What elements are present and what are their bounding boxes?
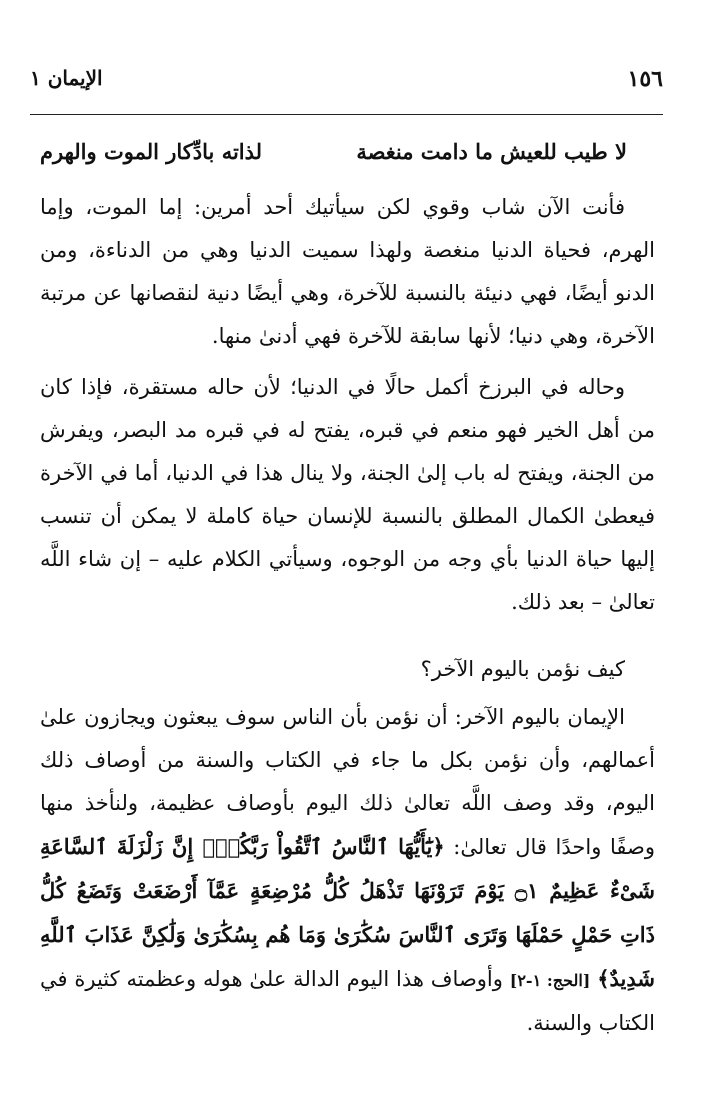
running-title: الإيمان ١: [30, 66, 103, 90]
paragraph-1-text: فأنت الآن شاب وقوي لكن سيأتيك أحد أمرين: إما الموت، وإما الهرم، فحياة الدنيا منغصة ولهذا سميت الدنيا وهي من الدناءة، ومن الدنو أيضًا، فهي دنيئة بالنسبة للآخرة، وهي أيضًا دنية لنقصانها عن مرتبة الآخرة، وهي دنيا؛ لأنها سابقة للآخرة فهي أدنىٰ منها.: [40, 195, 655, 348]
paragraph-3-intro: الإيمان باليوم الآخر: أن نؤمن بأن الناس سوف يبعثون ويجازون علىٰ أعمالهم، وأن نؤمن بكل ما جاء في الكتاب والسنة من أوصاف ذلك اليوم، وقد وصف اللَّه تعالىٰ ذلك اليوم بأوصاف عظيمة، ولنأخذ منها وصفًا واحدًا قال تعالىٰ:: [40, 705, 655, 859]
poetry-verse: [40, 134, 627, 170]
paragraph-3: [40, 696, 655, 1045]
section-heading-text: كيف نؤمن باليوم الآخر؟: [420, 657, 625, 681]
page-header: [30, 66, 663, 96]
verse-second-hemistich: لذاته بادِّكار الموت والهرم: [40, 139, 263, 164]
page-number: ١٥٦: [627, 66, 663, 92]
paragraph-3-outro: وأوصاف هذا اليوم الدالة علىٰ هوله وعظمته كثيرة في الكتاب والسنة.: [40, 967, 655, 1035]
verse-first-hemistich: لا طيب للعيش ما دامت منغصة: [356, 139, 627, 164]
paragraph-1: [40, 186, 655, 358]
paragraph-2: [40, 366, 655, 624]
section-heading: [40, 648, 655, 691]
quran-verse: ﴿يَٰٓأَيُّهَا ٱلنَّاسُ ٱتَّقُواْ رَبَّكُمْۚ إِنَّ زَلْزَلَةَ ٱلسَّاعَةِ شَىْءٌ عَظِيمٌ ۝١ يَوْمَ تَرَوْنَهَا تَذْهَلُ كُلُّ مُرْضِعَةٍ عَمَّآ أَرْضَعَتْ وَتَضَعُ كُلُّ ذَاتِ حَمْلٍ حَمْلَهَا وَتَرَى ٱلنَّاسَ سُكَٰرَىٰ وَمَا هُم بِسُكَٰرَىٰ وَلَٰكِنَّ عَذَابَ ٱللَّهِ شَدِيدٌ﴾: [40, 834, 656, 991]
paragraph-2-text: وحاله في البرزخ أكمل حالًا في الدنيا؛ لأن حاله مستقرة، فإذا كان من أهل الخير فهو منعم في قبره، يفتح له في قبره مد البصر، ويفرش من الجنة، ويفتح له باب إلىٰ الجنة، ولا ينال هذا في الدنيا، أما في الآخرة فيعطىٰ الكمال المطلق بالنسبة للإنسان حياة كاملة لا يمكن أن تنسب إليها حياة الدنيا بأي وجه من الوجوه، وسيأتي الكلام عليه – إن شاء اللَّه تعالىٰ – بعد ذلك.: [40, 375, 655, 614]
header-rule: [30, 114, 663, 115]
quran-reference: [الحج: ١-٢]: [509, 971, 591, 990]
